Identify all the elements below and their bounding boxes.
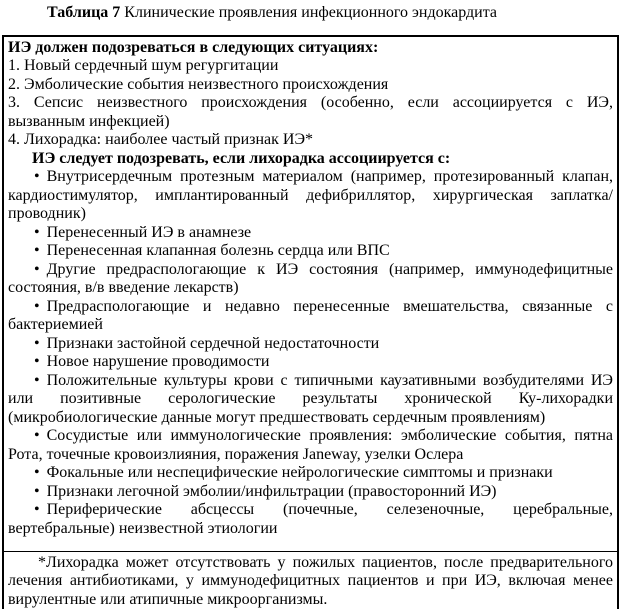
table-main-cell [4,37,617,551]
bullet-icon: • [34,335,47,352]
bullet-item [8,372,613,428]
bullet-item [8,427,613,464]
bullet-icon: • [34,501,47,518]
bullet-item-text: Внутрисердечным протезным материалом (например, протезированный клапан, кардиостимулятор, имплантированный дефибриллятор, хирургическая заплатка/проводник) [8,168,613,222]
bullet-item-text: Перенесенный ИЭ в анамнезе [47,224,252,241]
bullet-item-text: Признаки легочной эмболии/инфильтрации (правосторонний ИЭ) [47,483,497,500]
numbered-item-1: 1. Новый сердечный шум регургитации [8,57,613,76]
bullet-item-text: Сосудистые или иммунологические проявления: эмболические события, пятна Рота, точечные кровоизлияния, поражения Janeway, узелки Ослера [8,427,613,463]
section1-header: ИЭ должен подозреваться в следующих ситуациях: [8,39,613,58]
table-caption: Клинические проявления инфекционного эндокардита [120,4,497,21]
numbered-item-4: 4. Лихорадка: наиболее частый признак ИЭ* [8,131,613,150]
bullet-icon: • [34,261,47,278]
page-title [0,0,623,23]
bullet-item [8,335,613,354]
bullet-item [8,242,613,261]
numbered-item-3: 3. Сепсис неизвестного происхождения (особенно, если ассоциируется с ИЭ, вызванным инфекцией) [8,94,613,131]
footnote-text: *Лихорадка может отсутствовать у пожилых пациентов, после предварительного лечения антибиотиками, у иммунодефицитных пациентов и при ИЭ, включая менее вирулентные или атипичные микроорганизмы. [8,554,613,609]
bullet-icon: • [34,353,47,370]
bullet-item-text: Предраспологающие и недавно перенесенные вмешательства, связанные с бактериемией [8,298,613,334]
bullet-item [8,464,613,483]
bullet-item-text: Другие предраспологающие к ИЭ состояния (например, иммунодефицитные состояния, в/в введение лекарств) [8,261,613,297]
clinical-manifestations-table [2,35,619,609]
bullet-item-text: Периферические абсцессы (почечные, селезеночные, церебральные, вертебральные) неизвестной этиологии [8,501,613,537]
table-number-label: Таблица 7 [47,4,120,21]
bullet-icon: • [34,464,47,481]
table-footnote-cell [4,551,617,609]
bullet-icon: • [34,298,47,315]
bullet-item [8,168,613,224]
bullet-item-text: Перенесенная клапанная болезнь сердца или ВПС [47,242,390,259]
bullet-icon: • [34,483,47,500]
bullet-item [8,353,613,372]
bullet-item-text: Новое нарушение проводимости [47,353,270,370]
bullet-icon: • [34,372,47,389]
bullet-icon: • [34,224,47,241]
bullet-item-text: Фокальные или неспецифические нейрологические симптомы и признаки [47,464,553,481]
bullet-item [8,501,613,538]
numbered-item-2: 2. Эмболические события неизвестного происхождения [8,76,613,95]
section2-header: ИЭ следует подозревать, если лихорадка ассоциируется с: [8,150,613,169]
bullet-item [8,483,613,502]
bullet-icon: • [34,242,47,259]
bullet-item [8,224,613,243]
bullet-icon: • [34,168,47,185]
bullet-item [8,261,613,298]
bullet-item-text: Признаки застойной сердечной недостаточности [47,335,380,352]
bullet-icon: • [34,427,47,444]
bullet-item [8,298,613,335]
bullet-item-text: Положительные культуры крови с типичными каузативными возбудителями ИЭ или позитивные серологические результаты хронической Ку-лихорадки (микробиологические данные могут предшествовать сердечным проявлениям) [8,372,613,426]
